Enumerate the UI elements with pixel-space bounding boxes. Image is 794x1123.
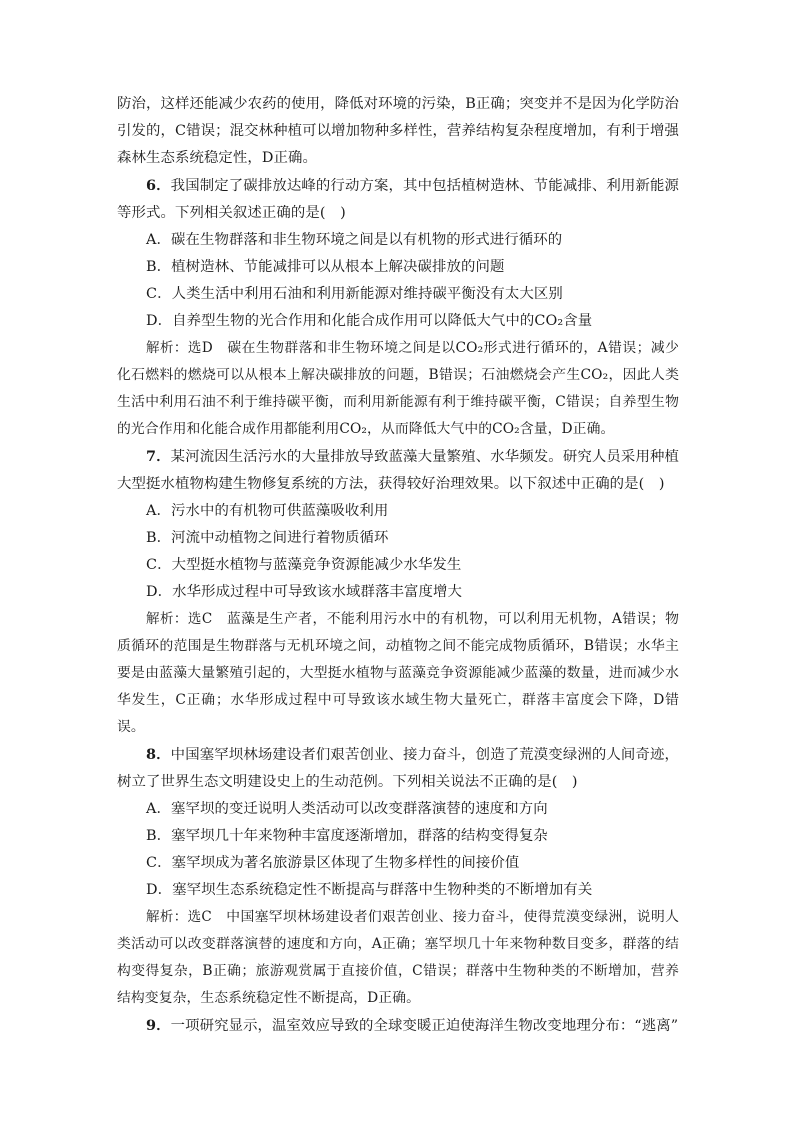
analysis-text: 蓝藻是生产者，不能利用污水中的有机物，可以利用无机物，A错误；物质循环的范围是生物群落与无机环境之间，动植物之间不能完成物质循环，B错误；水华主要是由蓝藻大量繁殖引起的，大型挺水植物与蓝藻竞争资源能减少蓝藻的数量，进而减少水华发生，C正确；水华形成过程中可导致该水域生物大量死亡，群落丰富度会下降，D错误。 <box>117 611 679 735</box>
question-7-option-d: D．水华形成过程中可导致该水域群落丰富度增大 <box>146 584 462 600</box>
question-6-option-a: A．碳在生物群落和非生物环境之间是以有机物的形式进行循环的 <box>146 232 563 248</box>
question-6-option-d: D．自养型生物的光合作用和化能合成作用可以降低大气中的CO₂含量 <box>146 313 593 329</box>
page-content <box>117 91 679 1040</box>
question-7-option-b: B．河流中动植物之间进行着物质循环 <box>146 530 389 546</box>
question-8-stem <box>117 741 679 796</box>
question-8-option-c: C．塞罕坝成为著名旅游景区体现了生物多样性的间接价值 <box>146 855 520 871</box>
question-8-option-b: B．塞罕坝几十年来物种丰富度逐渐增加，群落的结构变得复杂 <box>146 828 548 844</box>
question-8-option-a: A．塞罕坝的变迁说明人类活动可以改变群落演替的速度和方向 <box>146 801 548 817</box>
question-number: 9． <box>146 1017 171 1034</box>
analysis-label: 解析：选D <box>146 340 213 356</box>
question-6-stem <box>117 172 679 227</box>
question-text: 一项研究显示，温室效应导致的全球变暖正迫使海洋生物改变地理分布：“逃离” <box>170 1018 679 1034</box>
question-7-stem <box>117 443 679 498</box>
question-9-stem <box>117 1012 679 1040</box>
question-number: 6． <box>146 177 171 194</box>
intro-paragraph: 防治，这样还能减少农药的使用，降低对环境的污染，B正确；突变并不是因为化学防治引发的，C错误；混交林种植可以增加物种多样性，营养结构复杂程度增加，有利于增强森林生态系统稳定性，D正确。 <box>117 96 679 166</box>
question-text: 我国制定了碳排放达峰的行动方案，其中包括植树造林、节能减排、利用新能源等形式。下列相关叙述正确的是( ) <box>117 178 679 221</box>
question-number: 8． <box>146 746 171 763</box>
question-7-option-a: A．污水中的有机物可供蓝藻吸收利用 <box>146 503 389 519</box>
question-8-option-d: D．塞罕坝生态系统稳定性不断提高与群落中生物种类的不断增加有关 <box>146 882 593 898</box>
question-text: 某河流因生活污水的大量排放导致蓝藻大量繁殖、水华频发。研究人员采用种植大型挺水植物构建生物修复系统的方法，获得较好治理效果。以下叙述中正确的是( ) <box>117 449 679 492</box>
question-8-analysis <box>117 904 679 1012</box>
question-7-option-c: C．大型挺水植物与蓝藻竞争资源能减少水华发生 <box>146 557 462 573</box>
question-text: 中国塞罕坝林场建设者们艰苦创业、接力奋斗，创造了荒漠变绿洲的人间奇迹，树立了世界生态文明建设史上的生动范例。下列相关说法不正确的是( ) <box>117 747 679 790</box>
question-6-option-c: C．人类生活中利用石油和利用新能源对维持碳平衡没有太大区别 <box>146 286 563 302</box>
analysis-text: 碳在生物群落和非生物环境之间是以CO₂形式进行循环的，A错误；减少化石燃料的燃烧可以从根本上解决碳排放的问题，B错误；石油燃烧会产生CO₂，因此人类生活中利用石油不利于维持碳平衡，而利用新能源有利于维持碳平衡，C错误；自养型生物的光合作用和化能合成作用都能利用CO₂，从而降低大气中的CO₂含量，D正确。 <box>117 340 679 437</box>
analysis-text: 中国塞罕坝林场建设者们艰苦创业、接力奋斗，使得荒漠变绿洲，说明人类活动可以改变群落演替的速度和方向，A正确；塞罕坝几十年来物种数目变多，群落的结构变得复杂，B正确；旅游观赏属于直接价值，C错误；群落中生物种类的不断增加，营养结构变复杂，生态系统稳定性不断提高，D正确。 <box>117 909 679 1006</box>
question-6-option-b: B．植树造林、节能减排可以从根本上解决碳排放的问题 <box>146 259 505 275</box>
question-number: 7． <box>146 448 171 465</box>
question-6-analysis <box>117 335 679 443</box>
analysis-label: 解析：选C <box>146 611 213 627</box>
question-7-analysis <box>117 606 679 741</box>
analysis-label: 解析：选C <box>146 909 212 925</box>
